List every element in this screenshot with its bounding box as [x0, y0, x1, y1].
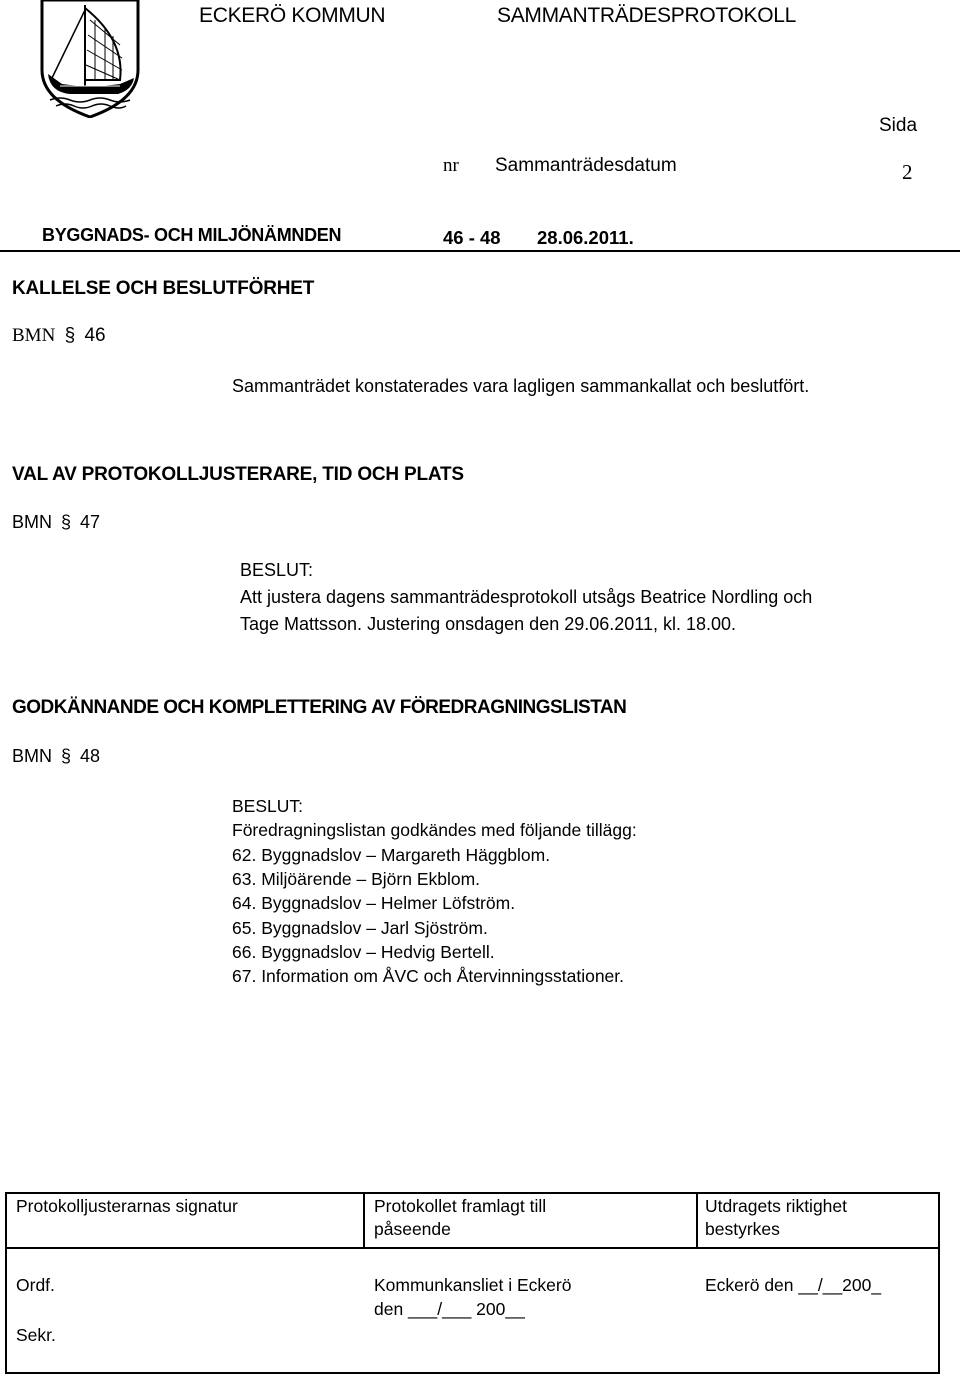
paragraph-prefix: BMN	[12, 746, 52, 766]
certify-header-line: bestyrkes	[705, 1219, 780, 1239]
paragraph-ref	[12, 746, 100, 767]
secretary-label: Sekr.	[16, 1325, 56, 1345]
table-divider-vertical	[363, 1194, 365, 1249]
table-divider-vertical	[696, 1194, 698, 1249]
paragraph-number: 48	[80, 746, 101, 766]
decision-line: Föredragningslistan godkändes med följande tillägg:	[232, 820, 637, 840]
org-name: ECKERÖ KOMMUN	[199, 4, 386, 27]
posted-date: den ___/___ 200__	[374, 1299, 525, 1319]
section-heading: GODKÄNNANDE OCH KOMPLETTERING AV FÖREDRAGNINGSLISTAN	[12, 697, 627, 718]
paragraph-sign: §	[61, 512, 72, 532]
page-number: 2	[902, 160, 913, 184]
viking-ship-crest-icon	[40, 0, 140, 118]
signature-table	[5, 1192, 940, 1374]
table-divider-horizontal	[7, 1247, 938, 1249]
paragraph-ref	[12, 325, 106, 347]
page-label: Sida	[879, 115, 918, 136]
section-body: Sammanträdet konstaterades vara lagligen sammankallat och beslutfört.	[232, 376, 810, 396]
certify-date: Eckerö den __/__200_	[705, 1275, 882, 1295]
paragraph-sign: §	[64, 325, 76, 346]
decision-line: Tage Mattsson. Justering onsdagen den 29.06.2011, kl. 18.00.	[240, 614, 737, 634]
header-rule	[0, 250, 960, 252]
posted-location: Kommunkansliet i Eckerö	[374, 1275, 572, 1295]
meeting-date: 28.06.2011.	[537, 227, 634, 248]
signature-header: Protokolljusterarnas signatur	[16, 1196, 238, 1216]
municipality-crest	[40, 0, 140, 118]
document-type: SAMMANTRÄDESPROTOKOLL	[497, 4, 797, 27]
date-label: Sammanträdesdatum	[495, 155, 677, 176]
section-heading: VAL AV PROTOKOLLJUSTERARE, TID OCH PLATS	[12, 464, 464, 485]
decision-label: BESLUT:	[240, 560, 314, 580]
board-name: BYGGNADS- OCH MILJÖNÄMNDEN	[42, 225, 342, 245]
nr-label: nr	[443, 155, 459, 176]
decision-label: BESLUT:	[232, 796, 303, 816]
paragraph-ref	[12, 512, 100, 533]
decision-line: Att justera dagens sammanträdesprotokoll utsågs Beatrice Nordling och	[240, 587, 813, 607]
list-item: 65. Byggnadslov – Jarl Sjöström.	[232, 918, 488, 938]
posted-header-line: påseende	[374, 1219, 451, 1239]
list-item: 64. Byggnadslov – Helmer Löfström.	[232, 893, 516, 913]
list-item: 66. Byggnadslov – Hedvig Bertell.	[232, 942, 495, 962]
section-heading: KALLELSE OCH BESLUTFÖRHET	[12, 278, 315, 299]
paragraph-range: 46 - 48	[443, 227, 501, 248]
list-item: 67. Information om ÅVC och Återvinningsstationer.	[232, 966, 625, 986]
chair-label: Ordf.	[16, 1275, 55, 1295]
paragraph-number: 47	[80, 512, 101, 532]
certify-header-line: Utdragets riktighet	[705, 1196, 848, 1216]
paragraph-sign: §	[61, 746, 72, 766]
posted-header-line: Protokollet framlagt till	[374, 1196, 547, 1216]
paragraph-prefix: BMN	[12, 512, 52, 532]
list-item: 63. Miljöärende – Björn Ekblom.	[232, 869, 481, 889]
paragraph-number: 46	[84, 325, 106, 346]
paragraph-prefix: BMN	[12, 325, 56, 346]
list-item: 62. Byggnadslov – Margareth Häggblom.	[232, 845, 551, 865]
